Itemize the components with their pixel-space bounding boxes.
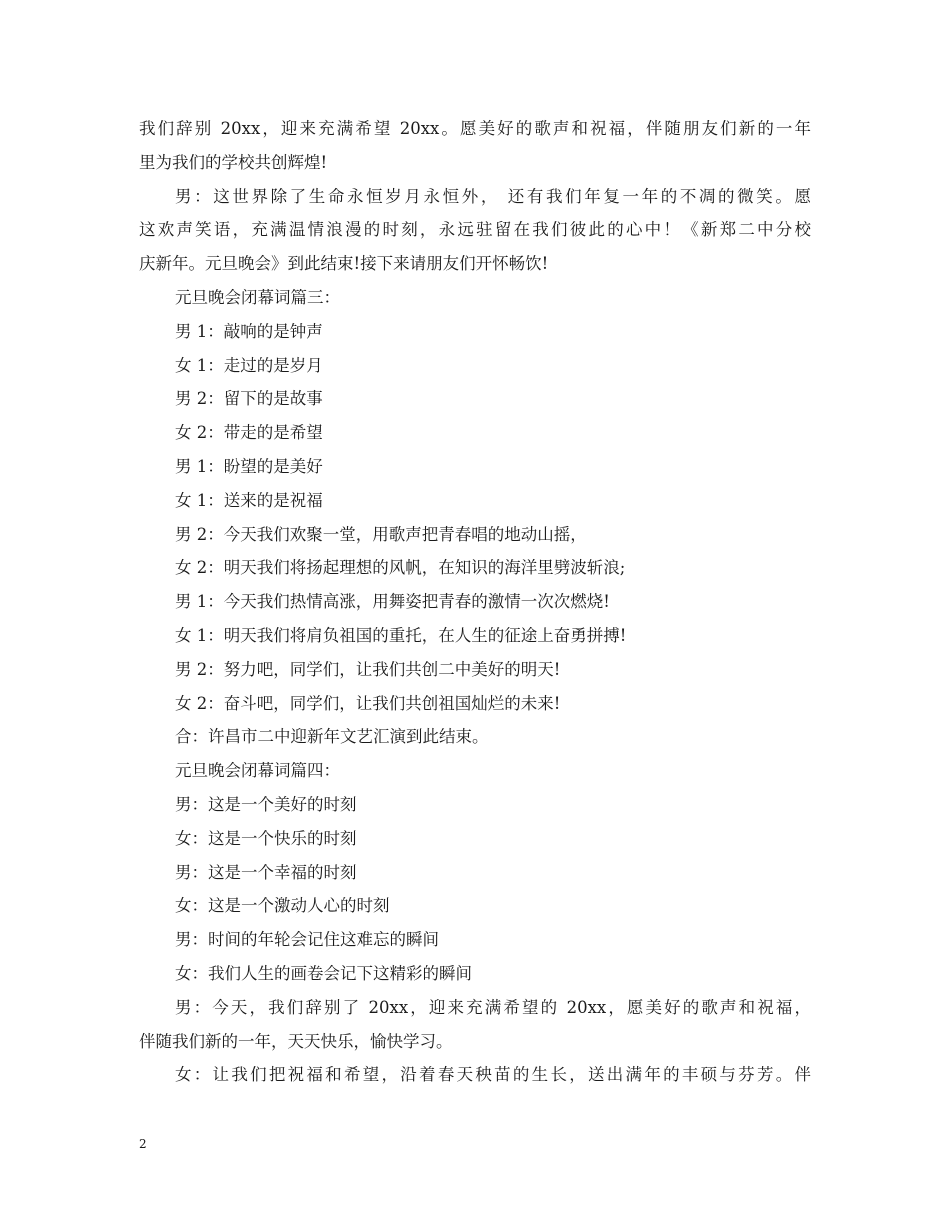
text-line: 女 2：明天我们将扬起理想的风帆，在知识的海洋里劈波斩浪; [175,558,626,578]
text-line: 男 1：盼望的是美好 [175,456,323,476]
text-line: 男 2：努力吧，同学们，让我们共创二中美好的明天! [175,659,561,679]
page-number: 2 [139,1137,147,1151]
document-body [139,112,811,1092]
text-line: 庆新年。元旦晚会》到此结束!接下来请朋友们开怀畅饮! [139,254,549,274]
text-line: 伴随我们新的一年，天天快乐，愉快学习。 [139,1031,453,1051]
text-line: 男 1：今天我们热情高涨，用舞姿把青春的激情一次次燃烧! [175,592,610,612]
text-line: 这欢声笑语，充满温情浪漫的时刻，永远驻留在我们彼此的心中！《新郑二中分校 [139,220,811,240]
text-line: 男 1：敲响的是钟声 [175,321,323,341]
text-line: 我们辞别 20xx，迎来充满希望 20xx。愿美好的歌声和祝福，伴随朋友们新的一年 [139,119,811,138]
text-line: 女 1：送来的是祝福 [175,490,323,510]
text-line: 女 1：走过的是岁月 [175,355,323,375]
text-line: 女 1：明天我们将肩负祖国的重托，在人生的征途上奋勇拼搏! [175,625,627,645]
text-line: 男 2：留下的是故事 [175,389,323,409]
text-line: 男 2：今天我们欢聚一堂，用歌声把青春唱的地动山摇， [175,524,587,544]
text-line: 女：让我们把祝福和希望，沿着春天秧苗的生长，送出满年的丰硕与芬芳。伴 [175,1065,811,1085]
text-line: 女：这是一个快乐的时刻 [175,828,357,848]
text-line: 女：我们人生的画卷会记下这精彩的瞬间 [175,963,472,983]
text-line: 女 2：带走的是希望 [175,423,323,443]
text-line: 男：时间的年轮会记住这难忘的瞬间 [175,930,439,950]
text-line: 元旦晚会闭幕词篇三： [175,287,340,307]
text-line: 女：这是一个激动人心的时刻 [175,896,390,916]
text-line: 合：许昌市二中迎新年文艺汇演到此结束。 [175,727,489,747]
text-line: 女 2：奋斗吧，同学们，让我们共创祖国灿烂的未来! [175,693,561,713]
text-line: 男：今天，我们辞别了 20xx，迎来充满希望的 20xx，愿美好的歌声和祝福， [175,997,811,1017]
text-line: 男：这世界除了生命永恒岁月永恒外， 还有我们年复一年的不凋的微笑。愿 [175,186,811,206]
text-line: 男：这是一个幸福的时刻 [175,862,357,882]
text-line: 元旦晚会闭幕词篇四： [175,761,340,781]
text-line: 里为我们的学校共创辉煌! [139,152,328,172]
text-line: 男：这是一个美好的时刻 [175,794,357,814]
